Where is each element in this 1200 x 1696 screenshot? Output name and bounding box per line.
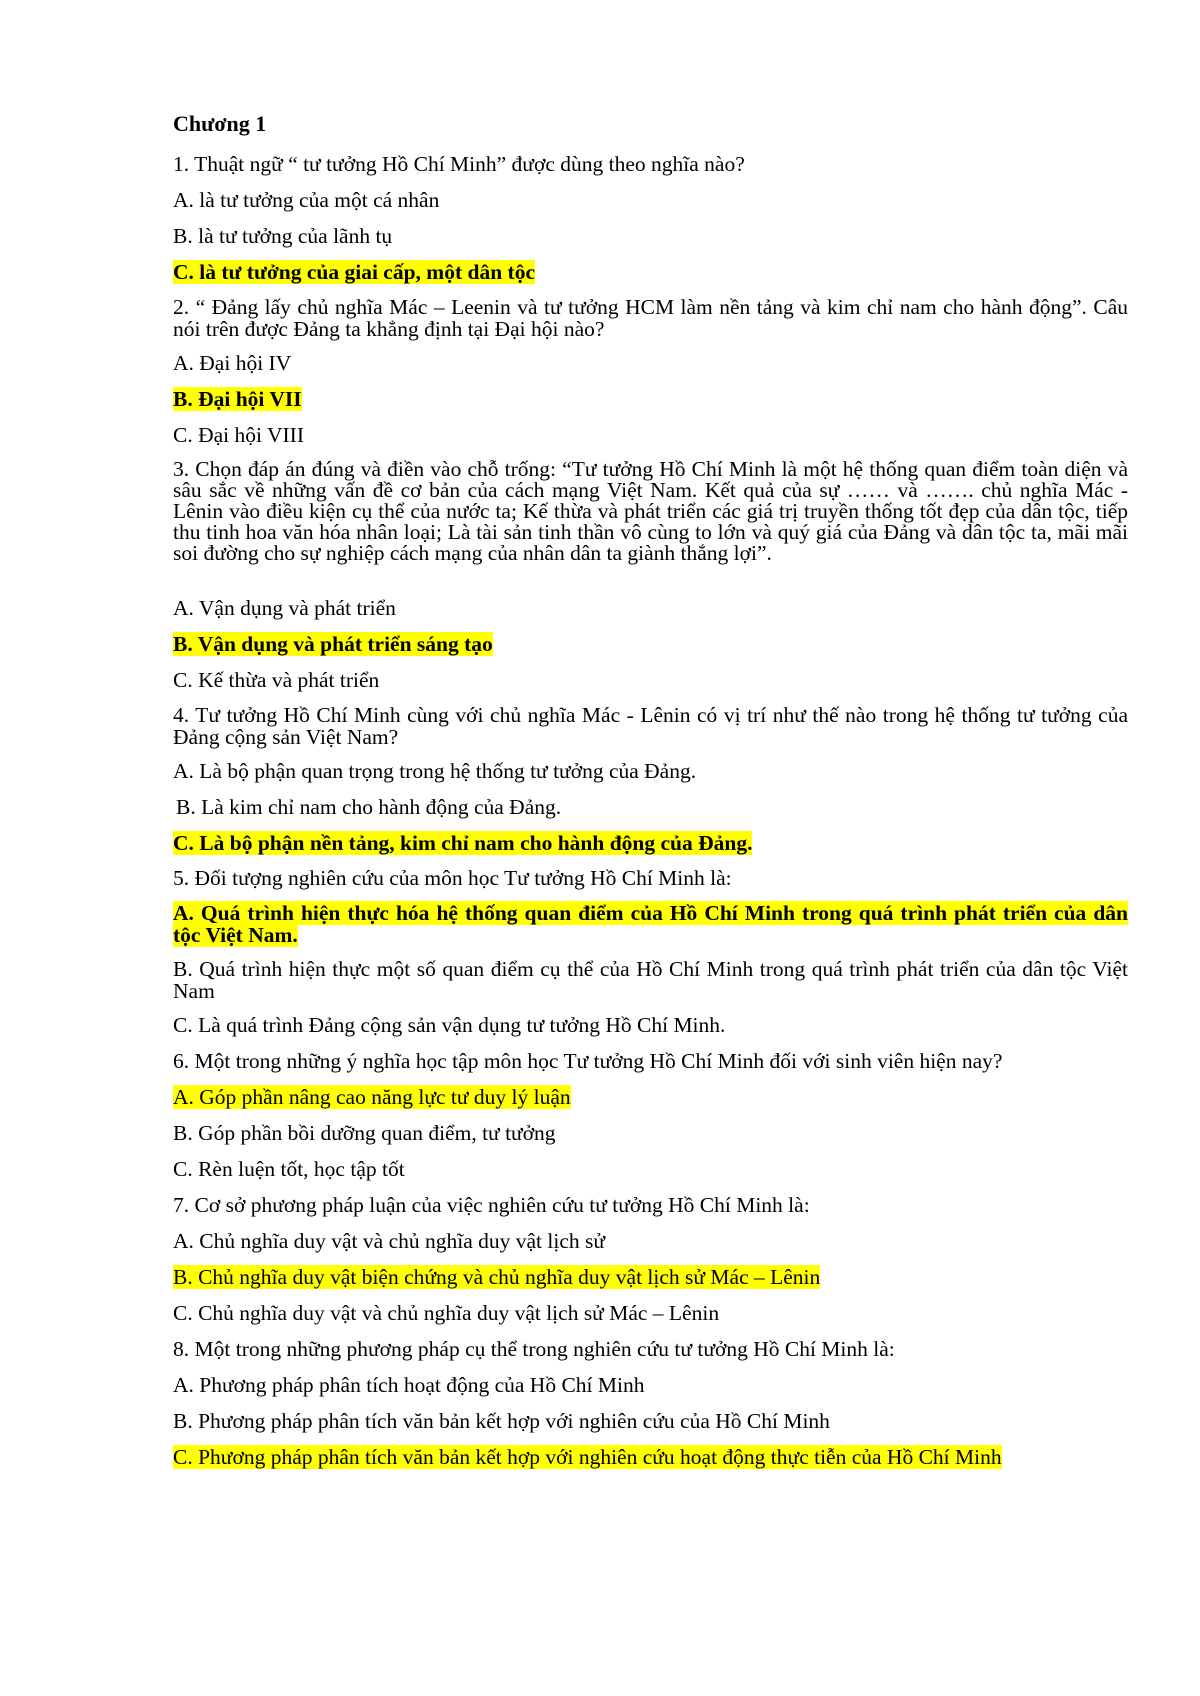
highlighted-answer: A. Góp phần nâng cao năng lực tư duy lý luận	[173, 1085, 571, 1109]
q2-option-c: C. Đại hội VIII	[173, 423, 304, 447]
q4-option-c-answer	[173, 832, 1128, 854]
question-3: 3. Chọn đáp án đúng và điền vào chỗ trống: “Tư tưởng Hồ Chí Minh là một hệ thống quan điểm toàn diện và sâu sắc về những vấn đề cơ bản của cách mạng Việt Nam. Kết quả của sự …… và ……. chủ nghĩa Mác - Lênin vào điều kiện cụ thể của nước ta; Kế thừa và phát triển các giá trị truyền thống tốt đẹp của dân tộc, tiếp thu tinh hoa văn hóa nhân loại; Là tài sản tinh thần vô cùng to lớn và quý giá của Đảng và dân tộc ta, mãi mãi soi đường cho sự nghiệp cách mạng của nhân dân ta giành thắng lợi”.	[173, 457, 1128, 565]
q7-option-c: C. Chủ nghĩa duy vật và chủ nghĩa duy vật lịch sử Mác – Lênin	[173, 1301, 720, 1325]
q2-option-a: A. Đại hội IV	[173, 351, 292, 375]
q4-option-b: B. Là kim chỉ nam cho hành động của Đảng.	[176, 795, 562, 819]
question-4: 4. Tư tưởng Hồ Chí Minh cùng với chủ nghĩa Mác - Lênin có vị trí như thế nào trong hệ thống tư tưởng của Đảng cộng sản Việt Nam?	[173, 703, 1128, 749]
q3-option-a: A. Vận dụng và phát triển	[173, 596, 396, 620]
q7-option-a: A. Chủ nghĩa duy vật và chủ nghĩa duy vật lịch sử	[173, 1229, 606, 1253]
q5-option-b: B. Quá trình hiện thực một số quan điểm cụ thể của Hồ Chí Minh trong quá trình phát triển của dân tộc Việt Nam	[173, 957, 1128, 1003]
highlighted-answer: B. Vận dụng và phát triển sáng tạo	[173, 632, 493, 656]
question-5: 5. Đối tượng nghiên cứu của môn học Tư tưởng Hồ Chí Minh là:	[173, 866, 732, 890]
q8-option-b: B. Phương pháp phân tích văn bản kết hợp với nghiên cứu của Hồ Chí Minh	[173, 1409, 830, 1433]
highlighted-answer: A. Quá trình hiện thực hóa hệ thống quan điểm của Hồ Chí Minh trong quá trình phát triển của dân tộc Việt Nam.	[173, 901, 1128, 947]
highlighted-answer: C. Phương pháp phân tích văn bản kết hợp với nghiên cứu hoạt động thực tiễn của Hồ Chí Minh	[173, 1445, 1002, 1469]
q7-option-b-answer	[173, 1266, 1128, 1288]
highlighted-answer: B. Đại hội VII	[173, 387, 302, 411]
question-8: 8. Một trong những phương pháp cụ thể trong nghiên cứu tư tưởng Hồ Chí Minh là:	[173, 1337, 895, 1361]
q2-option-b-answer	[173, 388, 1128, 410]
highlighted-answer: C. Là bộ phận nền tảng, kim chỉ nam cho hành động của Đảng.	[173, 831, 753, 855]
q8-option-a: A. Phương pháp phân tích hoạt động của Hồ Chí Minh	[173, 1373, 645, 1397]
highlighted-answer: B. Chủ nghĩa duy vật biện chứng và chủ nghĩa duy vật lịch sử Mác – Lênin	[173, 1265, 821, 1289]
question-1: 1. Thuật ngữ “ tư tưởng Hồ Chí Minh” được dùng theo nghĩa nào?	[173, 152, 745, 176]
question-6: 6. Một trong những ý nghĩa học tập môn học Tư tưởng Hồ Chí Minh đối với sinh viên hiện nay?	[173, 1049, 1003, 1073]
q6-option-c: C. Rèn luện tốt, học tập tốt	[173, 1157, 405, 1181]
question-7: 7. Cơ sở phương pháp luận của việc nghiên cứu tư tưởng Hồ Chí Minh là:	[173, 1193, 810, 1217]
q6-option-a-answer	[173, 1086, 1128, 1108]
q5-option-c: C. Là quá trình Đảng cộng sản vận dụng tư tưởng Hồ Chí Minh.	[173, 1013, 726, 1037]
highlighted-answer: C. là tư tưởng của giai cấp, một dân tộc	[173, 260, 535, 284]
q3-option-c: C. Kế thừa và phát triển	[173, 668, 380, 692]
chapter-title: Chương 1	[173, 111, 267, 136]
q6-option-b: B. Góp phần bồi dưỡng quan điểm, tư tưởng	[173, 1121, 556, 1145]
q4-option-a: A. Là bộ phận quan trọng trong hệ thống tư tưởng của Đảng.	[173, 759, 697, 783]
question-2: 2. “ Đảng lấy chủ nghĩa Mác – Leenin và tư tưởng HCM làm nền tảng và kim chỉ nam cho hành động”. Câu nói trên được Đảng ta khẳng định tại Đại hội nào?	[173, 295, 1128, 341]
q5-option-a-answer	[173, 902, 1128, 946]
q8-option-c-answer	[173, 1446, 1128, 1468]
q1-option-c-answer	[173, 261, 1128, 283]
q3-option-b-answer	[173, 633, 1128, 655]
q1-option-b: B. là tư tưởng của lãnh tụ	[173, 224, 393, 248]
q1-option-a: A. là tư tưởng của một cá nhân	[173, 188, 440, 212]
